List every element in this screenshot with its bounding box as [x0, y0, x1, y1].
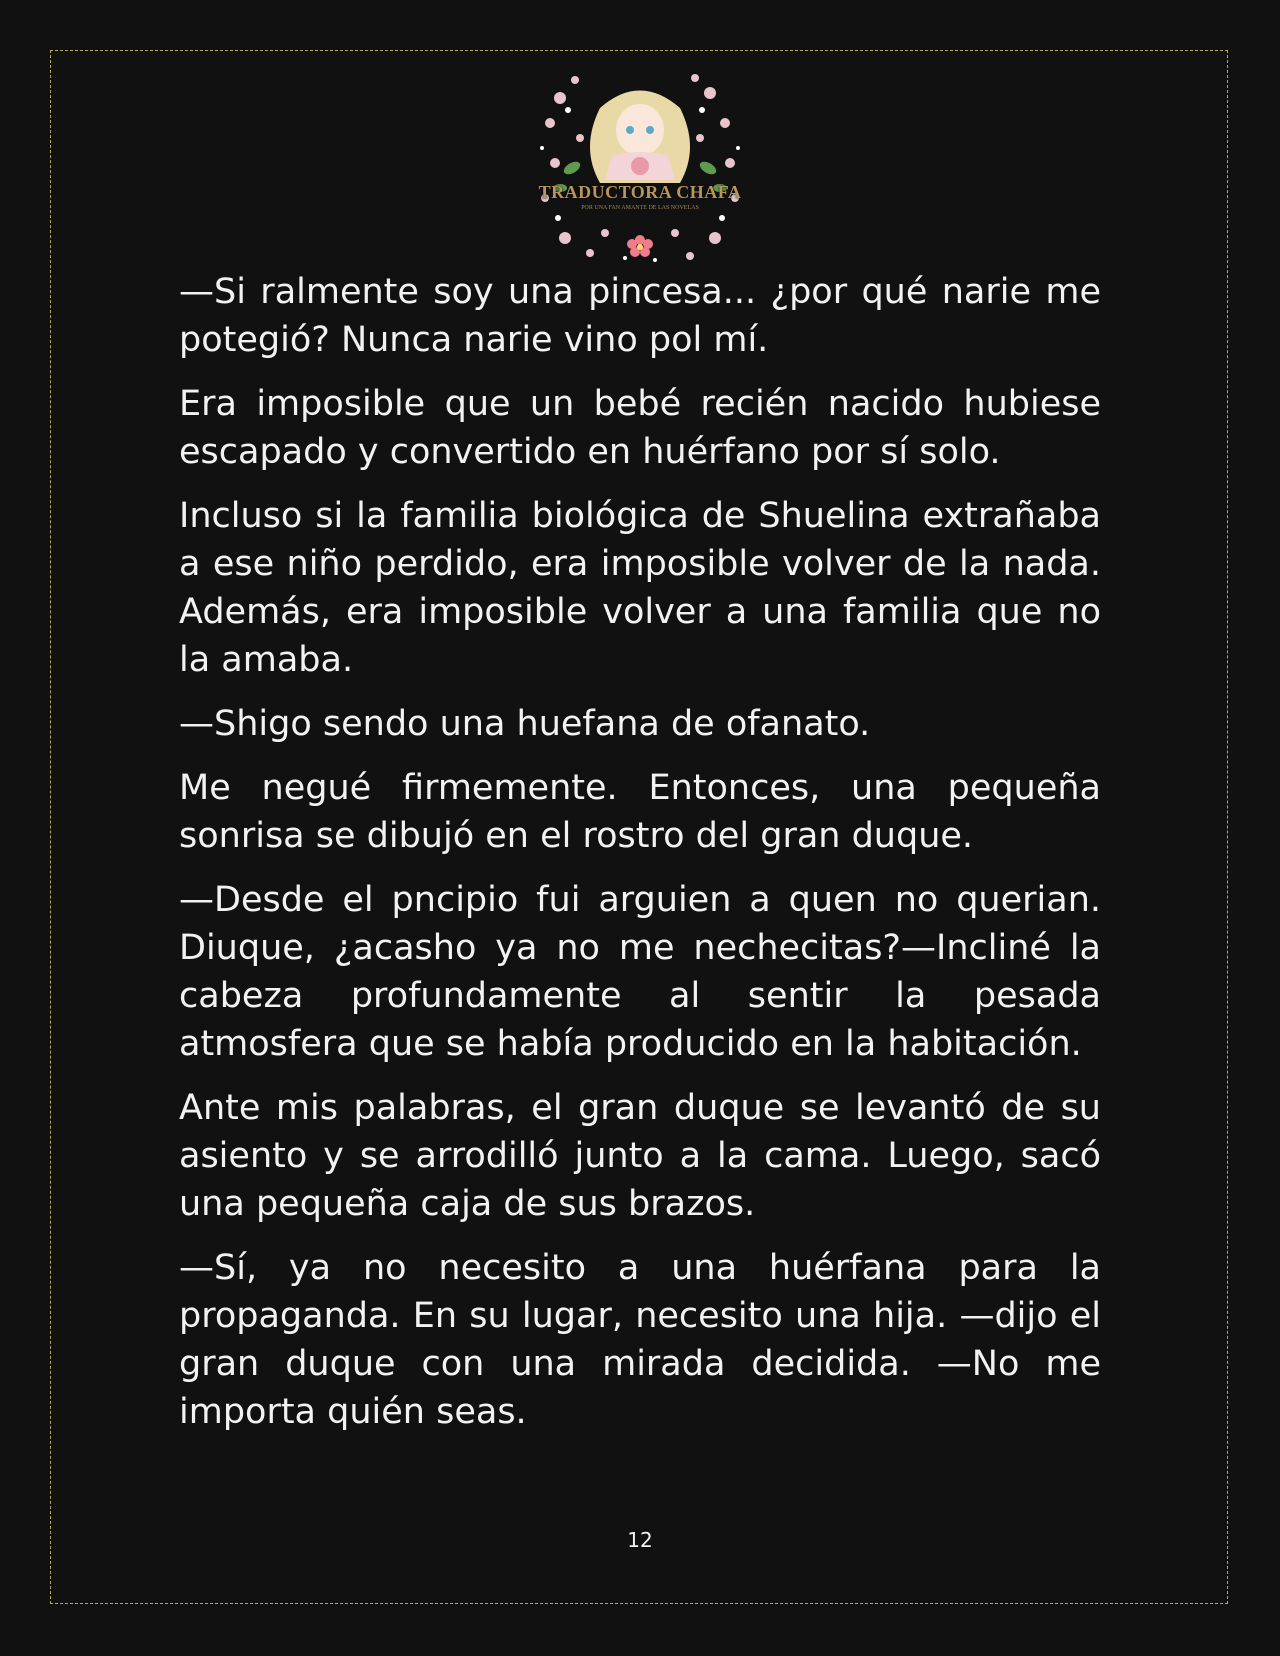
logo-subtitle: POR UNA FAN AMANTE DE LAS NOVELAS — [581, 205, 699, 211]
page-number: 12 — [627, 1528, 653, 1552]
flower-girl-icon — [530, 68, 750, 268]
paragraph: —Sí, ya no necesito a una huérfana para la propaganda. En su lugar, necesito una hija. —dijo el gran duque con una mirada decidida. —No me importa quién seas. — [179, 1248, 1101, 1432]
paragraph: —Si ralmente soy una pincesa... ¿por qué narie me potegió? Nunca narie vino pol mí. — [179, 272, 1101, 360]
logo-title: TRADUCTORA CHAFA — [538, 182, 742, 202]
paragraph: Ante mis palabras, el gran duque se levantó de su asiento y se arrodilló junto a la cama. Luego, sacó una pequeña caja de sus brazos. — [179, 1088, 1101, 1224]
paragraph: Me negué firmemente. Entonces, una pequeña sonrisa se dibujó en el rostro del gran duque. — [179, 768, 1101, 856]
paragraph: —Shigo sendo una huefana de ofanato. — [179, 704, 871, 744]
translator-logo — [530, 68, 750, 268]
paragraph: —Desde el pncipio fui arguien a quen no querian. Diuque, ¿acasho ya no me nechecitas?—Incliné la cabeza profundamente al sentir la pesada atmosfera que se había producido en la habitación. — [179, 880, 1101, 1064]
paragraph: Era imposible que un bebé recién nacido hubiese escapado y convertido en huérfano por sí solo. — [179, 384, 1101, 472]
paragraph: Incluso si la familia biológica de Shuelina extrañaba a ese niño perdido, era imposible volver de la nada. Además, era imposible volver a una familia que no la amaba. — [179, 496, 1101, 680]
story-text — [179, 268, 1101, 1452]
